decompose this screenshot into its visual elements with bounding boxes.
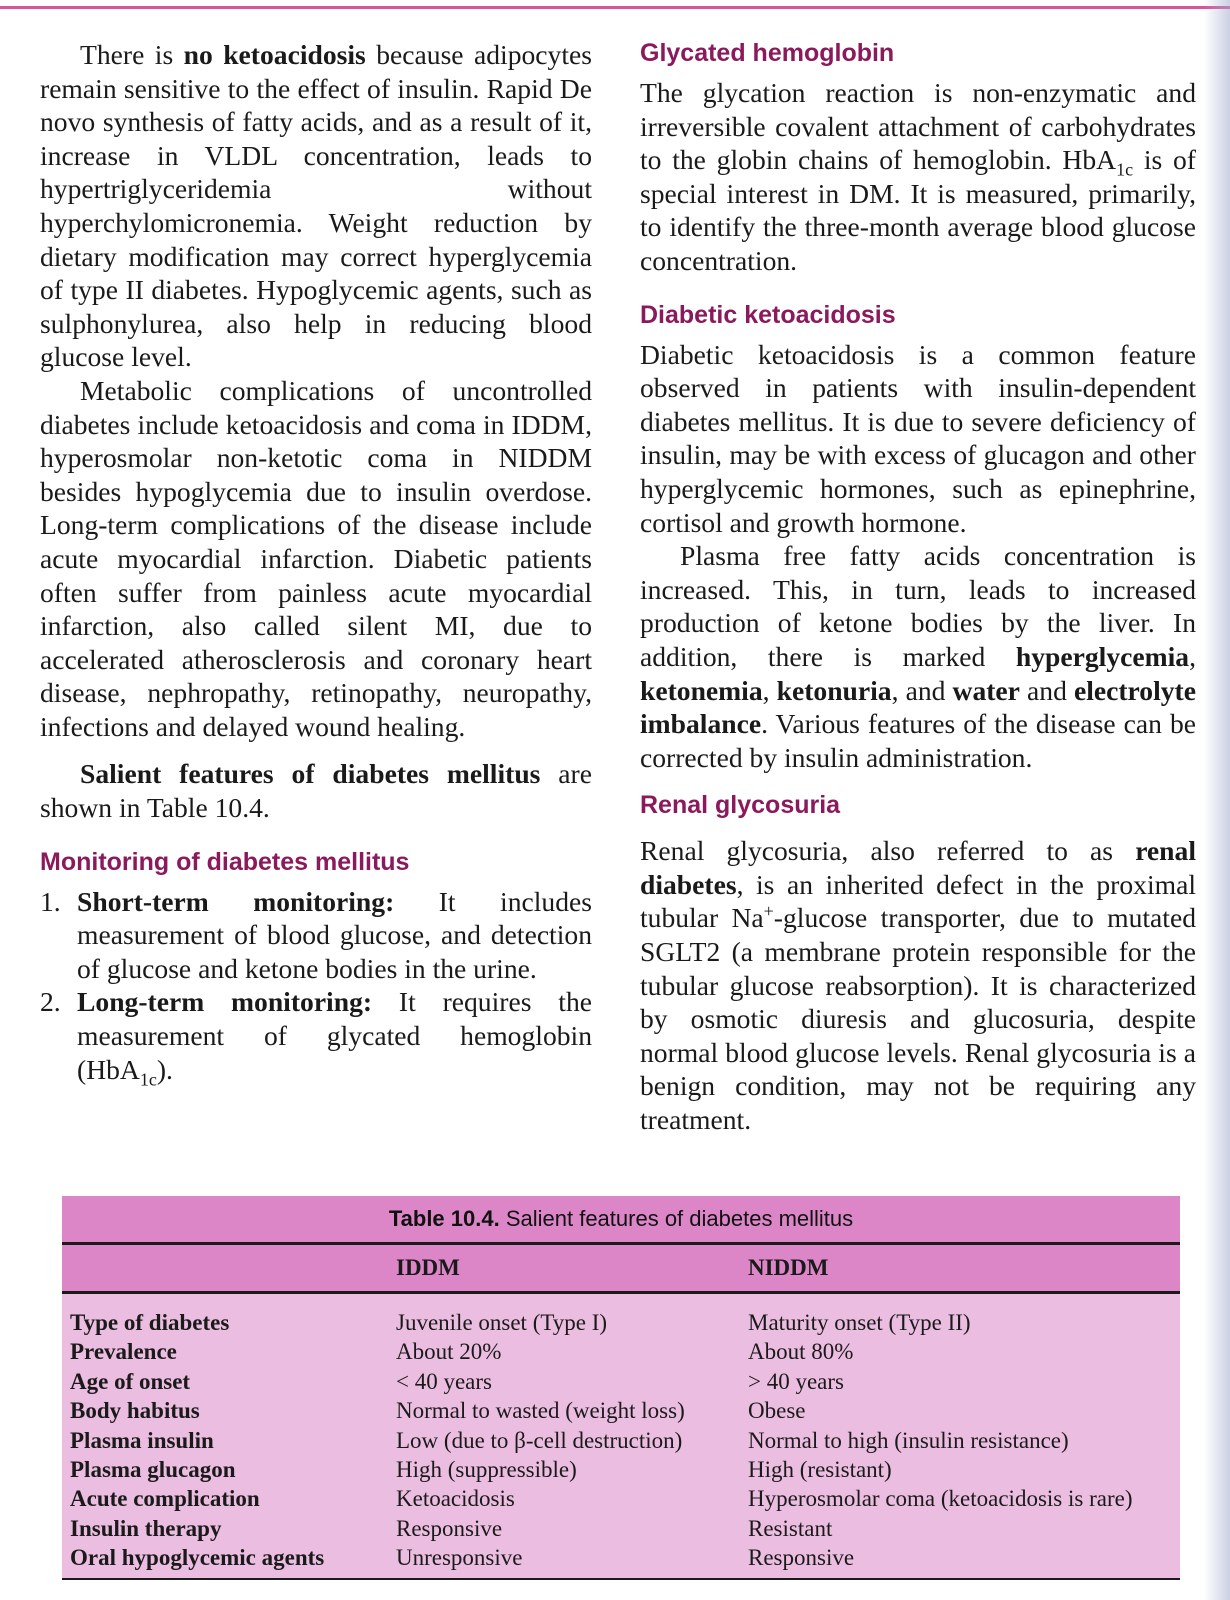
cell-iddm: Juvenile onset (Type I): [396, 1310, 608, 1335]
text-run: ,: [1189, 640, 1196, 672]
row-feature: Oral hypoglycemic agents: [70, 1545, 325, 1571]
cell-niddm: About 80%: [748, 1339, 854, 1365]
monitoring-list: [40, 885, 593, 1090]
text-run: , is an inherited defect in the proximal tubular Na: [640, 868, 1196, 934]
cell-niddm: Resistant: [748, 1515, 833, 1541]
text-run: are shown in Table 10.4.: [40, 758, 592, 824]
bold-no-ketoacidosis: no ketoacidosis: [183, 39, 366, 70]
cell-iddm: About 20%: [396, 1339, 502, 1365]
table-bottom-rule: [62, 1578, 1180, 1580]
superscript: +: [763, 901, 774, 922]
row-feature: Type of diabetes: [70, 1310, 230, 1335]
paragraph-metabolic-complications: Metabolic complications of uncontrolled diabetes include ketoacidosis and coma in IDDM, hyperosmolar non-ketotic coma in NIDDM besides hypoglycemia due to insulin overdose. Long-term complications of the disease include acute myocardial infarction. Diabetic patients often suffer from painless acute myocardial infarction, also called silent MI, due to accelerated atherosclerosis and coronary heart disease, nephropathy, retinopathy, neuropathy, infections and delayed wound healing.: [40, 374, 592, 742]
text-run: Renal glycosuria, also referred to as: [640, 835, 1136, 867]
table-row: [62, 1426, 1180, 1455]
list-item-long-term: [40, 985, 592, 1090]
table-salient-features: [62, 1196, 1180, 1580]
cell-iddm: Unresponsive: [396, 1545, 523, 1571]
row-feature: Plasma glucagon: [70, 1456, 236, 1482]
heading-glycated-hemoglobin: Glycated hemoglobin: [640, 39, 895, 67]
bold-long-term: Long-term monitoring:: [77, 986, 373, 1018]
text-run: -glucose transporter, due to mutated SGLT2 (a membrane protein responsible for the tubular glucose reabsorption). It is characterized by osmotic diuresis and glucosuria, despite normal blood glucose levels. Renal glycosuria is a benign condition, may not be requiring any treatment.: [640, 902, 1196, 1136]
paragraph-dka-features: [640, 539, 1196, 774]
paragraph-glycated-hemoglobin: [640, 76, 1196, 278]
row-feature: Body habitus: [70, 1398, 200, 1424]
row-feature: Prevalence: [70, 1339, 177, 1365]
heading-diabetic-ketoacidosis: Diabetic ketoacidosis: [640, 300, 896, 329]
row-feature: Acute complication: [70, 1486, 260, 1512]
right-column: [640, 38, 1196, 1137]
bold-term: electrolyte imbalance: [640, 674, 1196, 740]
text-run: ).: [156, 1053, 173, 1085]
cell-niddm: High (resistant): [748, 1456, 892, 1482]
bold-term: ketonemia: [640, 674, 763, 706]
cell-niddm: Obese: [748, 1398, 806, 1424]
bold-term: hyperglycemia: [1015, 640, 1190, 672]
text-run: , and: [891, 674, 953, 706]
paragraph-salient-features: [40, 757, 592, 824]
text-run: It requires the measurement of glycated hemoglobin (HbA: [77, 986, 592, 1085]
table-row: [62, 1367, 1180, 1396]
bold-short-term: Short-term monitoring:: [77, 885, 395, 917]
cell-niddm: Hyperosmolar coma (ketoacidosis is rare): [748, 1486, 1133, 1512]
table-row: [62, 1484, 1180, 1513]
text-run: ,: [762, 674, 777, 706]
column-header-iddm: IDDM: [396, 1255, 460, 1280]
text-run: is of special interest in DM. It is measured, primarily, to identify the three-month average blood glucose concentration.: [640, 144, 1196, 276]
text-run: It includes measurement of blood glucose, and detection of glucose and ketone bodies in the urine.: [77, 885, 593, 984]
text-run: because adipocytes remain sensitive to the effect of insulin. Rapid De novo synthesis of fatty acids, and as a result of it, increase in VLDL concentration, leads to hypertriglyceridemia without hyperchylomicronemia. Weight reduction by dietary modification may correct hyperglycemia of type II diabetes. Hypoglycemic agents, such as sulphonylurea, also help in reducing blood glucose level.: [40, 39, 592, 373]
page-top-rule: [0, 6, 1230, 9]
cell-iddm: Low (due to β-cell destruction): [396, 1427, 683, 1453]
table-number: Table 10.4.: [388, 1206, 500, 1231]
table-body: [62, 1294, 1180, 1573]
page-edge-shadow: [1204, 0, 1230, 1600]
cell-niddm: Responsive: [748, 1545, 855, 1571]
cell-iddm: High (suppressible): [396, 1456, 577, 1482]
heading-monitoring: Monitoring of diabetes mellitus: [40, 847, 410, 876]
cell-niddm: Maturity onset (Type II): [748, 1310, 971, 1335]
text-run: The glycation reaction is non-enzymatic and irreversible covalent attachment of carbohydrates to the globin chains of hemoglobin. HbA: [640, 77, 1196, 176]
list-number: 2.: [40, 986, 61, 1018]
cell-iddm: Normal to wasted (weight loss): [396, 1398, 685, 1424]
heading-renal-glycosuria: Renal glycosuria: [640, 791, 841, 820]
bold-term: water: [952, 674, 1020, 706]
row-feature: Age of onset: [70, 1368, 191, 1394]
list-number: 1.: [40, 885, 61, 917]
table-row: [62, 1308, 1180, 1337]
table-row: [62, 1396, 1180, 1425]
bold-term: ketonuria: [776, 674, 892, 706]
list-item-short-term: [40, 885, 592, 986]
text-run: and: [1019, 674, 1074, 706]
left-column: [40, 38, 593, 1090]
row-feature: Plasma insulin: [70, 1427, 214, 1453]
paragraph-dka-definition: Diabetic ketoacidosis is a common feature observed in patients with insulin-dependent diabetes mellitus. It is due to severe deficiency of insulin, may be with excess of glucagon and other hyperglycemic hormones, such as epinephrine, cortisol and growth hormone.: [640, 338, 1196, 538]
text-run: There is: [80, 39, 184, 70]
table-row: [62, 1514, 1180, 1543]
table-caption: Salient features of diabetes mellitus: [499, 1206, 854, 1231]
cell-niddm: Normal to high (insulin resistance): [748, 1427, 1069, 1453]
paragraph-no-ketoacidosis: [40, 38, 592, 374]
cell-niddm: > 40 years: [748, 1368, 844, 1394]
table-row: [62, 1337, 1180, 1366]
cell-iddm: < 40 years: [396, 1368, 492, 1394]
bold-renal-diabetes: renal diabetes: [640, 835, 1196, 900]
subscript: 1c: [1116, 159, 1134, 180]
bold-salient-features: Salient features of diabetes mellitus: [80, 758, 541, 790]
subscript: 1c: [139, 1069, 157, 1090]
table-header-row: [62, 1245, 1180, 1291]
text-run: Plasma free fatty acids concentration is increased. This, in turn, leads to increased production of ketone bodies by the liver. In addition, there is marked: [640, 540, 1196, 672]
cell-iddm: Ketoacidosis: [396, 1486, 515, 1512]
table-row: [62, 1543, 1180, 1572]
text-run: . Various features of the disease can be corrected by insulin administration.: [640, 708, 1196, 773]
row-feature: Insulin therapy: [70, 1515, 222, 1541]
table-title: [62, 1196, 1180, 1242]
paragraph-renal-glycosuria: [640, 834, 1196, 1136]
column-header-niddm: NIDDM: [748, 1255, 829, 1280]
table-row: [62, 1455, 1180, 1484]
cell-iddm: Responsive: [396, 1515, 503, 1541]
